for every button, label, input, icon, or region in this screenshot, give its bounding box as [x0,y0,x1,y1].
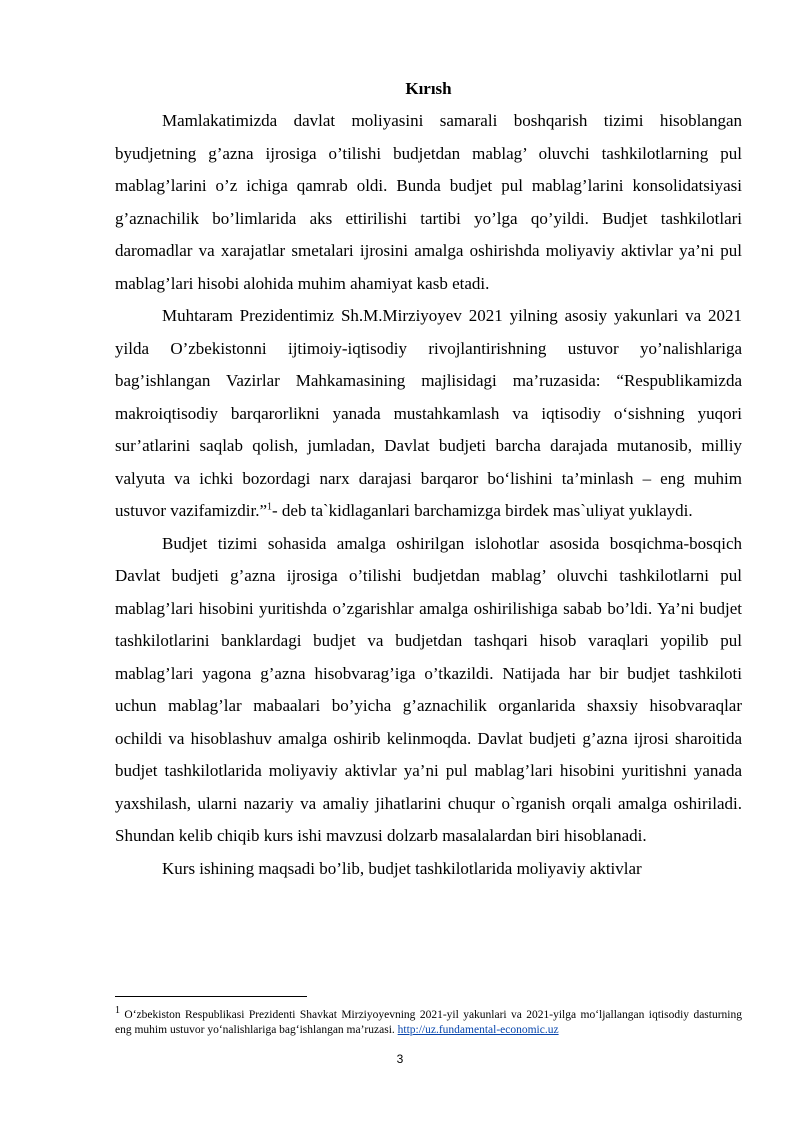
body-text [115,105,742,885]
section-title: Kırısh [405,79,452,98]
footnote-marker: 1 [115,1005,120,1017]
footnote-text: O‘zbekiston Respublikasi Prezidenti Shavkat Mirziyoyevning 2021-yil yakunlari va 2021-yilga mo‘ljallangan iqtisodiy dasturning eng muhim ustuvor yo‘nalishlariga bag‘ishlangan ma’ruzasi. [115,1009,742,1036]
paragraph-goal: Kurs ishining maqsadi bo’lib, budjet tashkilotlarida moliyaviy aktivlar [162,858,642,878]
paragraph-president-quote [115,300,742,528]
quote-continuation: - deb ta`kidlaganlari barchamizga birdek mas`uliyat yuklaydi. [272,501,693,520]
paragraph-intro: Mamlakatimizda davlat moliyasini samarali boshqarish tizimi hisoblangan byudjetning g’azna ijrosiga o’tilishi budjetdan mablag’ oluvchi tashkilotlarning pul mablag’larini o’z ichiga qamrab oldi. Bunda budjet pul mablag’larini konsolidatsiyasi g’aznachilik bo’limlarida aks ettirilishi tartibi yo’lga qo’yildi. Budjet tashkilotlari daromadlar va xarajatlar smetalari ijrosini amalga oshirishda moliyaviy aktivlar ya’ni pul mablag’lari hisobi alohida muhim ahamiyat kasb etadi. [115,111,742,293]
footnote-reference[interactable]: 1 [267,501,273,513]
footnote [115,1005,742,1037]
quote-text: Muhtaram Prezidentimiz Sh.M.Mirziyoyev 2021 yilning asosiy yakunlari va 2021 yilda O’zbekistonni ijtimoiy-iqtisodiy rivojlantirishning ustuvor yo’nalishlariga bag’ishlangan Vazirlar Mahkamasining majlisidagi ma’ruzasida: “Respublikamizda makroiqtisodiy barqarorlikni yanada mustahkamlash va iqtisodiy o‘sishning yuqori sur’atlarini saqlab qolish, jumladan, Davlat budjeti barcha darajada mutanosib, milliy valyuta va ichki bozordagi narx darajasi barqaror bo‘lishini ta’minlash – eng muhim ustuvor vazifamizdir.” [115,306,742,520]
footnote-separator [115,996,307,997]
page-number: 3 [396,1052,404,1066]
paragraph-reforms: Budjet tizimi sohasida amalga oshirilgan islohotlar asosida bosqichma-bosqich Davlat budjeti g’azna ijrosiga o’tilishi budjetdan mablag’ oluvchi tashkilotlarni pul mablag’lari hisobini yuritishda o’zgarishlar amalga oshirilishiga sabab bo’ldi. Ya’ni budjet tashkilotlarini banklardagi budjet va budjetdan tashqari hisob varaqlari yopilib pul mablag’lari yagona g’azna hisobvarag’iga o’tkazildi. Natijada har bir budjet tashkiloti uchun mablag’lar mabaalari bo’yicha g’aznachilik organlarida shaxsiy hisobvaraqlar ochildi va hisoblashuv amalga oshirib kelinmoqda. Davlat budjeti g’azna ijrosi sharoitida budjet tashkilotlarida moliyaviy aktivlar ya’ni pul mablag’lari hisobini yuritishni yanada yaxshilash, ularni nazariy va amaliy jihatlarini chuqur o`rganish orqali amalga oshiriladi. Shundan kelib chiqib kurs ishi mavzusi dolzarb masalalardan biri hisoblanadi. [115,533,742,845]
footnote-link[interactable]: http://uz.fundamental-economic.uz [397,1023,559,1036]
